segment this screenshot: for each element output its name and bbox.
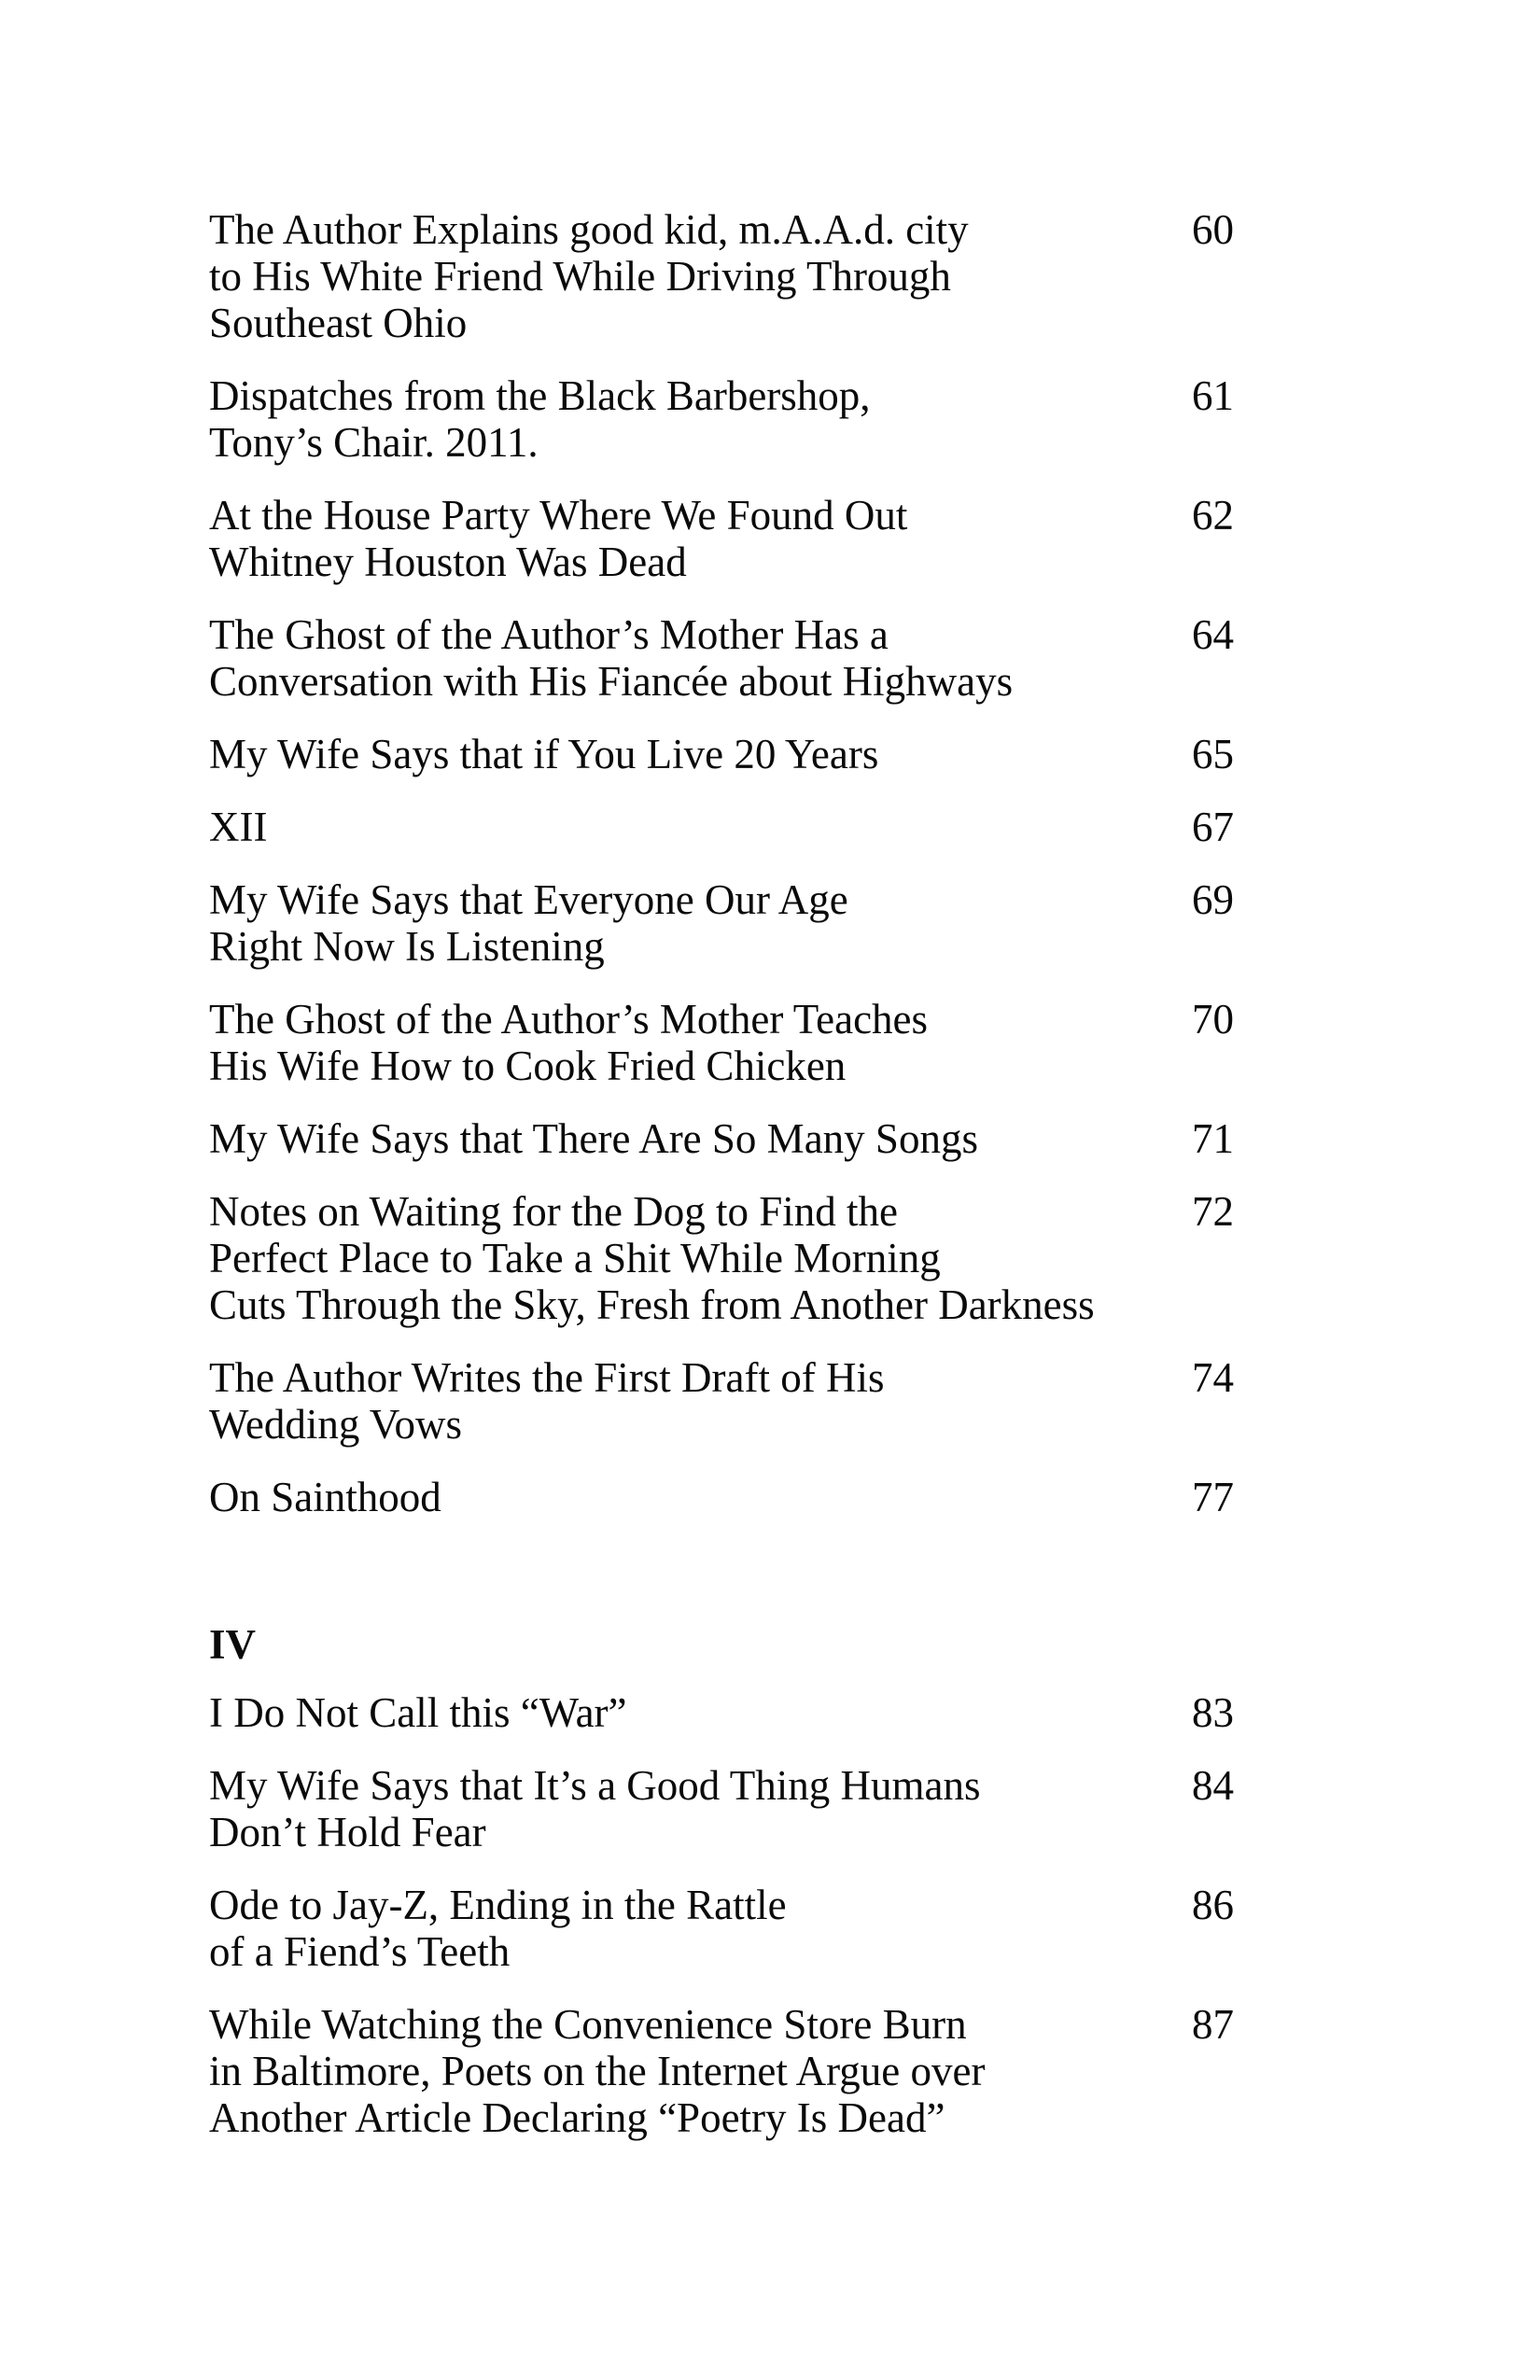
toc-entry-title-line: Tony’s Chair. 2011. xyxy=(209,419,539,466)
toc-entry-title-line: Southeast Ohio xyxy=(209,300,468,346)
toc-entry-page-number: 62 xyxy=(1192,492,1234,539)
toc-entry xyxy=(209,731,1234,777)
toc-entry-title-line: Another Article Declaring “Poetry Is Dead” xyxy=(209,2094,945,2141)
toc-entry-title-line: The Author Explains good kid, m.A.A.d. city xyxy=(209,206,969,253)
toc-entry xyxy=(209,876,1234,970)
toc-entry-title-line: to His White Friend While Driving Through xyxy=(209,253,951,300)
toc-entry-title xyxy=(209,1188,1192,1328)
toc-entry-page-number: 69 xyxy=(1192,876,1234,923)
toc-entry-title-line: of a Fiend’s Teeth xyxy=(209,1928,511,1975)
toc-entry-title-line: Don’t Hold Fear xyxy=(209,1809,486,1855)
toc-entry xyxy=(209,1474,1234,1520)
toc-section-heading: IV xyxy=(209,1621,257,1668)
toc-entry-title xyxy=(209,611,1192,705)
toc-entry-page-number: 74 xyxy=(1192,1354,1234,1401)
toc-entry-page-number: 86 xyxy=(1192,1882,1234,1928)
toc-entry-title xyxy=(209,492,1192,585)
toc-entry-title xyxy=(209,1474,1192,1520)
toc-entry-title-line: The Ghost of the Author’s Mother Teaches xyxy=(209,996,929,1043)
toc-entry-title-line: Wedding Vows xyxy=(209,1401,462,1448)
toc-entry-title-line: Whitney Houston Was Dead xyxy=(209,539,687,585)
toc-entry-title-line: The Author Writes the First Draft of His xyxy=(209,1354,885,1401)
toc-entry-title-line: Conversation with His Fiancée about Highways xyxy=(209,658,1014,705)
toc-entry-title-line: My Wife Says that It’s a Good Thing Humans xyxy=(209,1762,981,1809)
toc-entry-title-line: Ode to Jay-Z, Ending in the Rattle xyxy=(209,1882,787,1928)
toc-entry-title-line: The Ghost of the Author’s Mother Has a xyxy=(209,611,889,658)
toc-entry-page-number: 83 xyxy=(1192,1689,1234,1736)
toc-entry xyxy=(209,492,1234,585)
toc-entry-title xyxy=(209,876,1192,970)
toc-entry-title-line: My Wife Says that There Are So Many Songs xyxy=(209,1115,978,1162)
toc-entry-title-line: At the House Party Where We Found Out xyxy=(209,492,908,539)
toc-entry-title xyxy=(209,206,1192,346)
toc-entry-page-number: 71 xyxy=(1192,1115,1234,1162)
toc-entry xyxy=(209,1762,1234,1855)
toc-entry-page-number: 84 xyxy=(1192,1762,1234,1809)
toc-entry-page-number: 65 xyxy=(1192,731,1234,777)
toc-entry-title-line: Dispatches from the Black Barbershop, xyxy=(209,372,871,419)
toc-entry-title-line: in Baltimore, Poets on the Internet Argue over xyxy=(209,2048,986,2094)
toc-entry-title-line: Right Now Is Listening xyxy=(209,923,605,970)
toc-entry xyxy=(209,1689,1234,1736)
toc-entry xyxy=(209,372,1234,466)
toc-entry-page-number: 72 xyxy=(1192,1188,1234,1235)
toc-entry-page-number: 67 xyxy=(1192,804,1234,850)
toc-entry-title-line: Notes on Waiting for the Dog to Find the xyxy=(209,1188,898,1235)
toc-entry-title-line: On Sainthood xyxy=(209,1474,441,1520)
toc-entry-page-number: 77 xyxy=(1192,1474,1234,1520)
toc-entry xyxy=(209,1882,1234,1975)
toc-entry-title-line: His Wife How to Cook Fried Chicken xyxy=(209,1043,847,1089)
toc-entry-title-line: XII xyxy=(209,804,268,850)
toc-entry-page-number: 64 xyxy=(1192,611,1234,658)
toc-entry-title xyxy=(209,1762,1192,1855)
toc-entry-page-number: 61 xyxy=(1192,372,1234,419)
toc-entry-title xyxy=(209,996,1192,1089)
toc-entry-page-number: 87 xyxy=(1192,2001,1234,2048)
toc-entry-title xyxy=(209,1882,1192,1975)
toc-entry-title xyxy=(209,2001,1192,2141)
table-of-contents xyxy=(209,206,1540,2141)
toc-entry-title-line: Cuts Through the Sky, Fresh from Another Darkness xyxy=(209,1281,1095,1328)
toc-entry-title-line: While Watching the Convenience Store Burn xyxy=(209,2001,967,2048)
toc-entry-page-number: 70 xyxy=(1192,996,1234,1043)
toc-entry-title-line: I Do Not Call this “War” xyxy=(209,1689,627,1736)
toc-entry xyxy=(209,2001,1234,2141)
toc-entry xyxy=(209,1354,1234,1448)
toc-entry xyxy=(209,1188,1234,1328)
toc-entry xyxy=(209,996,1234,1089)
toc-entry-title-line: Perfect Place to Take a Shit While Morning xyxy=(209,1235,941,1281)
toc-entry xyxy=(209,804,1234,850)
toc-entry-page-number: 60 xyxy=(1192,206,1234,253)
toc-entry xyxy=(209,1115,1234,1162)
toc-entry xyxy=(209,206,1234,346)
toc-entry-title xyxy=(209,1115,1192,1162)
toc-entry-title xyxy=(209,1689,1192,1736)
toc-entry xyxy=(209,611,1234,705)
toc-entry-title-line: My Wife Says that if You Live 20 Years xyxy=(209,731,879,777)
toc-entry-title-line: My Wife Says that Everyone Our Age xyxy=(209,876,848,923)
toc-entry-title xyxy=(209,804,1192,850)
toc-entry-title xyxy=(209,372,1192,466)
toc-entry-title xyxy=(209,731,1192,777)
toc-entry-title xyxy=(209,1354,1192,1448)
